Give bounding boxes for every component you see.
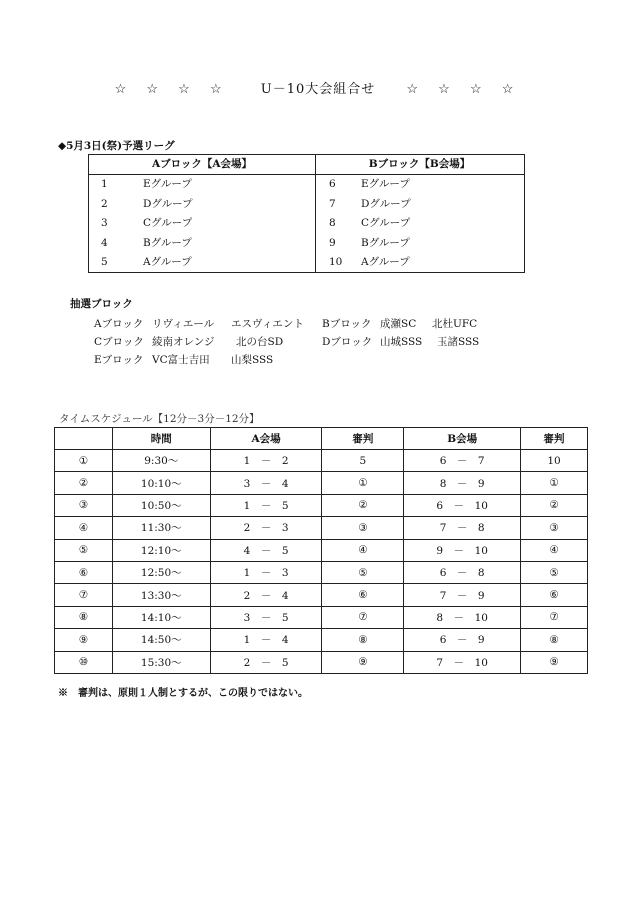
schedule-row [55, 517, 588, 539]
venue-b-match: 7 － 9 [404, 584, 521, 606]
league-row-group: Cグループ [361, 217, 411, 229]
match-time: 14:50～ [112, 629, 210, 651]
league-row-number: 2 [101, 197, 108, 210]
title-text: U－10大会組合せ [260, 82, 376, 97]
league-row-group: Aグループ [143, 256, 192, 268]
league-row [89, 234, 315, 254]
match-time: 12:50～ [112, 561, 210, 583]
draw-e-label: Eブロック [94, 354, 144, 366]
league-row [89, 175, 315, 195]
venue-b-referee: ② [521, 494, 588, 516]
header-cell: 時間 [112, 428, 210, 450]
venue-a-referee: ④ [322, 539, 404, 561]
league-row-group: Dグループ [361, 197, 411, 210]
header-cell: A会場 [210, 428, 322, 450]
draw-c-team1: 綾南オレンジ [152, 336, 215, 348]
venue-b-referee: 10 [521, 450, 588, 472]
venue-b-referee: ⑤ [521, 561, 588, 583]
venue-a-referee: ⑤ [322, 561, 404, 583]
match-time: 10:10～ [112, 472, 210, 494]
league-row-group: Bグループ [143, 236, 192, 249]
match-number: ① [55, 450, 113, 472]
draw-b-label: Bブロック [322, 318, 372, 330]
league-row [315, 195, 524, 215]
match-time: 14:10～ [112, 606, 210, 628]
league-row-number: 4 [101, 236, 108, 249]
league-row-group: Aグループ [361, 256, 410, 268]
venue-a-match: 1 － 2 [210, 450, 322, 472]
draw-d-team1: 山城SSS [380, 336, 423, 348]
match-time: 9:30～ [112, 450, 210, 472]
match-number: ⑨ [55, 629, 113, 651]
venue-b-match: 9 － 10 [404, 539, 521, 561]
venue-b-referee: ③ [521, 517, 588, 539]
venue-a-referee: ⑨ [322, 651, 404, 673]
draw-b-team2: 北杜UFC [432, 318, 478, 330]
schedule-row [55, 584, 588, 606]
match-number: ⑧ [55, 606, 113, 628]
league-row-number: 10 [329, 256, 343, 268]
schedule-row [55, 539, 588, 561]
venue-b-referee: ① [521, 472, 588, 494]
schedule-table [54, 427, 588, 674]
schedule-row [55, 606, 588, 628]
venue-b-match: 6 － 7 [404, 450, 521, 472]
venue-b-referee: ⑦ [521, 606, 588, 628]
block-b [315, 155, 524, 272]
venue-a-referee: ② [322, 494, 404, 516]
schedule-title: タイムスケジュール【12分－3分－12分】 [59, 413, 260, 425]
schedule-row [55, 472, 588, 494]
match-number: ③ [55, 494, 113, 516]
venue-a-match: 2 － 5 [210, 651, 322, 673]
venue-b-referee: ⑥ [521, 584, 588, 606]
draw-c-label: Cブロック [94, 336, 144, 348]
header-cell [55, 428, 113, 450]
league-row [315, 253, 524, 273]
match-number: ⑤ [55, 539, 113, 561]
league-row-number: 9 [329, 236, 336, 249]
venue-b-match: 7 － 8 [404, 517, 521, 539]
draw-b-team1: 成瀬SC [380, 318, 417, 330]
draw-d-label: Dブロック [322, 336, 373, 348]
draw-a-label: Aブロック [94, 318, 144, 330]
venue-b-match: 8 － 9 [404, 472, 521, 494]
venue-a-match: 2 － 4 [210, 584, 322, 606]
league-row-number: 8 [329, 217, 336, 229]
venue-a-referee: 5 [322, 450, 404, 472]
venue-a-match: 1 － 3 [210, 561, 322, 583]
match-time: 12:10～ [112, 539, 210, 561]
venue-a-referee: ⑧ [322, 629, 404, 651]
league-row-group: Bグループ [361, 236, 410, 249]
schedule-row [55, 651, 588, 673]
venue-a-referee: ③ [322, 517, 404, 539]
draw-e-team2: 山梨SSS [231, 354, 274, 366]
venue-b-match: 6 － 9 [404, 629, 521, 651]
league-row [89, 195, 315, 215]
match-number: ⑩ [55, 651, 113, 673]
league-row [89, 214, 315, 234]
draw-e-team1: VC富士吉田 [152, 354, 210, 366]
league-row-number: 7 [329, 197, 336, 210]
venue-a-match: 3 － 5 [210, 606, 322, 628]
block-a [89, 155, 316, 272]
match-number: ⑦ [55, 584, 113, 606]
league-row-group: Dグループ [143, 197, 193, 210]
draw-c-team2: 北の台SD [236, 336, 284, 348]
match-time: 10:50～ [112, 494, 210, 516]
draw-d-team2: 玉諸SSS [437, 336, 480, 348]
league-row [315, 175, 524, 195]
league-row-group: Cグループ [143, 217, 193, 229]
league-row-number: 3 [101, 217, 108, 229]
league-row [315, 214, 524, 234]
league-row-number: 1 [101, 178, 108, 190]
schedule-row [55, 450, 588, 472]
referee-note: ※ 審判は、原則１人制とするが、この限りではない。 [58, 688, 308, 699]
venue-a-referee: ⑥ [322, 584, 404, 606]
venue-a-match: 3 － 4 [210, 472, 322, 494]
schedule-header-row [55, 428, 588, 450]
venue-b-match: 7 － 10 [404, 651, 521, 673]
block-b-header: Bブロック【B会場】 [315, 155, 524, 175]
league-row [89, 253, 315, 273]
venue-b-match: 8 － 10 [404, 606, 521, 628]
schedule-row [55, 494, 588, 516]
title-stars-right: ☆ ☆ ☆ ☆ [406, 82, 522, 97]
venue-a-match: 1 － 4 [210, 629, 322, 651]
league-heading: ◆5月3日(祭)予選リーグ [58, 140, 175, 152]
match-time: 11:30～ [112, 517, 210, 539]
title-stars-left: ☆ ☆ ☆ ☆ [114, 82, 230, 97]
venue-b-match: 6 － 10 [404, 494, 521, 516]
draw-a-team2: エスヴィエント [231, 318, 304, 330]
header-cell: 審判 [521, 428, 588, 450]
match-number: ④ [55, 517, 113, 539]
league-row-number: 6 [329, 178, 336, 190]
schedule-row [55, 561, 588, 583]
venue-a-match: 4 － 5 [210, 539, 322, 561]
draw-heading: 抽選ブロック [70, 298, 133, 310]
venue-a-match: 1 － 5 [210, 494, 322, 516]
venue-b-referee: ⑨ [521, 651, 588, 673]
page-title [0, 78, 636, 97]
header-cell: 審判 [322, 428, 404, 450]
match-time: 13:30～ [112, 584, 210, 606]
schedule-row [55, 629, 588, 651]
venue-a-match: 2 － 3 [210, 517, 322, 539]
venue-b-match: 6 － 8 [404, 561, 521, 583]
venue-a-referee: ⑦ [322, 606, 404, 628]
match-number: ⑥ [55, 561, 113, 583]
venue-a-referee: ① [322, 472, 404, 494]
match-number: ② [55, 472, 113, 494]
league-row [315, 234, 524, 254]
header-cell: B会場 [404, 428, 521, 450]
match-time: 15:30～ [112, 651, 210, 673]
venue-b-referee: ④ [521, 539, 588, 561]
venue-b-referee: ⑧ [521, 629, 588, 651]
league-row-number: 5 [101, 256, 108, 268]
league-row-group: Eグループ [361, 178, 410, 190]
league-table [88, 154, 525, 273]
block-a-header: Aブロック【A会場】 [89, 155, 315, 175]
league-row-group: Eグループ [143, 178, 192, 190]
draw-a-team1: リヴィエール [152, 318, 215, 330]
